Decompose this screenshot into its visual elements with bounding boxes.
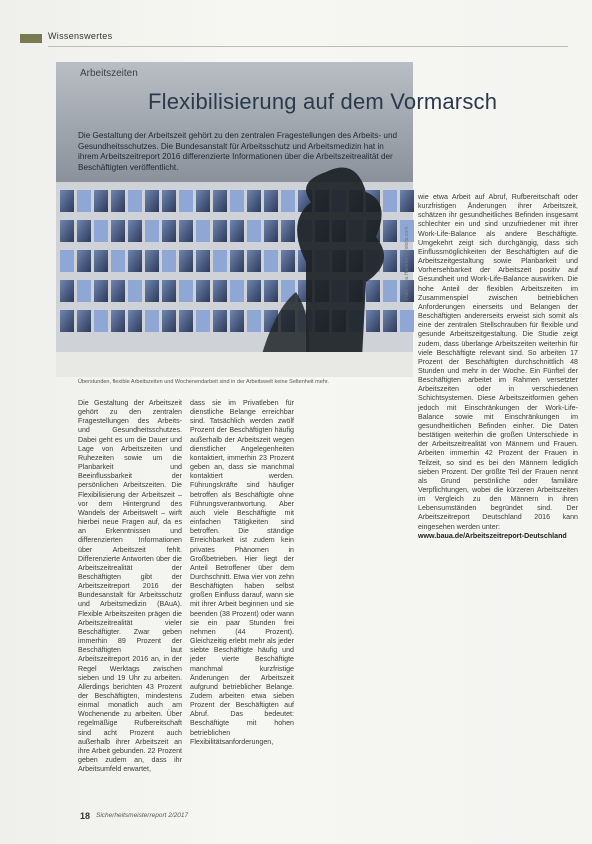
photo-credit: Foto: Olga Hammerl / fotolia.com	[404, 226, 410, 300]
section-rule	[48, 46, 568, 47]
window-pane	[400, 310, 414, 332]
report-link[interactable]: www.baua.de/Arbeitszeitreport-Deutschland	[418, 531, 567, 540]
window-pane	[128, 250, 142, 272]
window-pane	[366, 310, 380, 332]
window-pane	[247, 310, 261, 332]
window-pane	[128, 310, 142, 332]
window-pane	[247, 250, 261, 272]
window-pane	[60, 190, 74, 212]
window-pane	[247, 220, 261, 242]
text-column-2	[190, 399, 294, 747]
window-pane	[366, 280, 380, 302]
window-pane	[145, 280, 159, 302]
article-intro: Die Gestaltung der Arbeitszeit gehört zu den zentralen Fragestellungen des Arbeits- und Gesundheitsschutzes. Die Bundesanstalt für Arbeitsschutz und Arbeitsmedizin hat in ihrem Arbeitszeitreport 2016 differenzierte Informationen über die Arbeitszeitrealität der Beschäftigten veröffentlicht.	[78, 131, 398, 172]
text-column-1	[78, 399, 182, 774]
section-label: Wissenswertes	[48, 31, 113, 41]
article-title: Flexibilisierung auf dem Vormarsch	[148, 89, 498, 114]
window-pane	[94, 250, 108, 272]
window-pane	[60, 250, 74, 272]
window-pane	[383, 220, 397, 242]
window-pane	[145, 220, 159, 242]
window-pane	[179, 220, 193, 242]
window-pane	[281, 250, 295, 272]
window-pane	[230, 190, 244, 212]
window-pane	[196, 310, 210, 332]
window-pane	[162, 220, 176, 242]
window-pane	[145, 310, 159, 332]
window-pane	[230, 250, 244, 272]
window-pane	[111, 220, 125, 242]
window-pane	[213, 280, 227, 302]
column-1-text: Die Gestaltung der Arbeitszeit gehört zu den zentralen Fragestellungen des Arbeits- und Gesundheitsschutzes. Dabei geht es um die Dauer und Lage von Arbeitszeiten und Ruhezeiten sowie um die Planbarkeit und Beeinflussbarkeit der persönlichen Arbeitszeiten. Die Flexibilisierung der Arbeitszeit – vor dem Hintergrund des Wandels der Arbeitswelt – wirft hierbei neue Fragen auf, da es an Erkenntnissen und differenzierten Informationen über Arbeitszeit fehlt. Differenzierte Antworten über die Arbeitszeitrealität der Beschäftigten gibt der Arbeitszeitreport 2016 der Bundesanstalt für Arbeitsschutz und Arbeitsmedizin (BAuA). Flexible Arbeitszeiten prägen die Arbeitszeitrealität vieler Beschäftigter. Zwar geben immerhin 89 Prozent der Beschäftigten laut Arbeitszeitreport 2016 an, in der Regel Werktags zwischen sieben und 19 Uhr zu arbeiten. Allerdings berichten 43 Prozent der Beschäftigten, mindestens einmal monatlich auch am Wochenende zu arbeiten. Über regelmäßige Rufbereitschaft sind acht Prozent auch außerhalb ihrer Arbeitszeit an ihre Arbeit gebunden. 22 Prozent geben zudem an, dass ihr Arbeitsumfeld erwartet,	[78, 399, 182, 774]
window-pane	[179, 190, 193, 212]
window-pane	[60, 280, 74, 302]
window-pane	[77, 220, 91, 242]
window-pane	[383, 310, 397, 332]
window-pane	[94, 310, 108, 332]
photo-caption: Überstunden, flexible Arbeitszeiten und Wochenendarbeit sind in der Arbeitswelt keine Seltenheit mehr.	[78, 379, 329, 385]
window-pane	[383, 190, 397, 212]
window-pane	[230, 220, 244, 242]
window-pane	[111, 190, 125, 212]
window-pane	[247, 280, 261, 302]
window-pane	[179, 250, 193, 272]
window-pane	[128, 280, 142, 302]
window-pane	[213, 220, 227, 242]
window-pane	[77, 190, 91, 212]
window-pane	[145, 190, 159, 212]
window-pane	[281, 190, 295, 212]
column-2-text: dass sie im Privatleben für dienstliche Belange erreichbar sind. Tatsächlich werden zwölf Prozent der Beschäftigten häufig außerhalb der Arbeitszeit wegen dienstlicher Angelegenheiten kontaktiert, immerhin 23 Prozent geben an, dass sie manchmal kontaktiert werden. Führungskräfte sind häufiger betroffen als Beschäftigte ohne Führungsverantwortung. Aber auch viele Beschäftigte mit einfachen Tätigkeiten sind betroffen. Die ständige Erreichbarkeit ist zudem kein privates Phänomen in Großbetrieben. Hier liegt der Anteil Betroffener über dem Durchschnitt. Etwa vier von zehn Beschäftigten haben selbst großen Einfluss darauf, wann sie mit ihrer Arbeit beginnen und sie beenden (38 Prozent) oder wann sie ein paar Stunden frei nehmen (44 Prozent). Gleichzeitig erlebt mehr als jeder siebte Beschäftigte häufig und jeder vierte Beschäftigte manchmal kurzfristige Änderungen der Arbeitszeit aufgrund betrieblicher Belange. Zudem arbeiten etwa sieben Prozent der Beschäftigten auf Abruf. Das bedeutet: Beschäftigte mit hohen betrieblichen Flexibilitätsanforderungen,	[190, 399, 294, 746]
window-pane	[196, 250, 210, 272]
window-pane	[179, 280, 193, 302]
window-pane	[196, 280, 210, 302]
window-pane	[128, 220, 142, 242]
window-pane	[94, 280, 108, 302]
window-pane	[162, 250, 176, 272]
window-pane	[111, 280, 125, 302]
window-pane	[162, 280, 176, 302]
section-marker	[20, 34, 42, 43]
window-pane	[196, 190, 210, 212]
window-pane	[162, 310, 176, 332]
window-pane	[383, 280, 397, 302]
window-pane	[230, 280, 244, 302]
article-kicker: Arbeitszeiten	[80, 68, 138, 79]
window-pane	[247, 190, 261, 212]
publication-name: Sicherheitsmeisterreport 2/2017	[96, 812, 189, 819]
window-pane	[281, 220, 295, 242]
page-number: 18	[80, 811, 91, 821]
window-pane	[179, 310, 193, 332]
window-pane	[77, 280, 91, 302]
window-pane	[128, 190, 142, 212]
text-column-3	[418, 193, 578, 541]
window-pane	[94, 190, 108, 212]
office-building-photo	[56, 62, 498, 377]
window-pane	[60, 220, 74, 242]
window-pane	[213, 250, 227, 272]
window-pane	[400, 190, 414, 212]
window-pane	[264, 190, 278, 212]
window-pane	[264, 220, 278, 242]
window-pane	[94, 220, 108, 242]
column-3-text: wie etwa Arbeit auf Abruf, Rufbereitschaft oder kurzfristigen Änderungen ihrer Arbeitszeit, schätzen ihr gesundheitliches Befinden insgesamt schlechter ein und sind unzufriedener mit ihrer Work-Life-Balance als andere Beschäftigte. Umgekehrt zeigt sich durchgängig, dass sich Einflussmöglichkeiten der Beschäftigten auf die Arbeitszeitgestaltung sowie Planbarkeit und Vorhersehbarkeit der Arbeitszeit positiv auf Gesundheit und Work-Life-Balance auswirken. Die hohe Anteil der flexiblen Arbeitszeiten im Zusammenspiel zwischen betrieblichen Anforderungen einerseits und Belangen der Beschäftigten andererseits erweist sich somit als eine der zentralen Stellschrauben für flexible und gesunde Arbeitszeitgestaltung. Die Studie zeigt zudem, dass überlange Arbeitszeiten weiterhin für viele Beschäftigte relevant sind. So arbeiten 17 Prozent der Beschäftigten durchschnittlich 48 Stunden und mehr in der Woche. Ein Fünftel der Beschäftigten arbeitet im Rahmen versetzter Arbeitszeiten oder in verschiedenen Schichtsystemen. Diese Arbeitszeitformen gehen jedoch mit Einschränkungen der Work-Life-Balance sowie mit Einschränkungen im gesundheitlichen Befinden einher. Die Daten bestätigen weiterhin die großen Unterschiede in der Arbeitszeitrealität von Männern und Frauen. Arbeiten immerhin 42 Prozent der Frauen in Teilzeit, so sind es bei den Männern lediglich sieben Prozent. Der größte Teil der Frauen nennt als Grund persönliche oder familiäre Verpflichtungen, wobei die kürzeren Arbeitszeiten im Vergleich zu den Männern in ihren Lebensumständen begründet sind. Der Arbeitszeitreport Deutschland 2016 kann eingesehen werden unter:	[418, 193, 578, 531]
window-pane	[111, 310, 125, 332]
window-pane	[77, 250, 91, 272]
window-pane	[111, 250, 125, 272]
window-pane	[230, 310, 244, 332]
window-pane	[264, 250, 278, 272]
window-pane	[162, 190, 176, 212]
window-pane	[213, 190, 227, 212]
window-pane	[264, 280, 278, 302]
window-pane	[145, 250, 159, 272]
window-pane	[383, 250, 397, 272]
window-pane	[213, 310, 227, 332]
window-pane	[60, 310, 74, 332]
window-pane	[196, 220, 210, 242]
window-pane	[77, 310, 91, 332]
